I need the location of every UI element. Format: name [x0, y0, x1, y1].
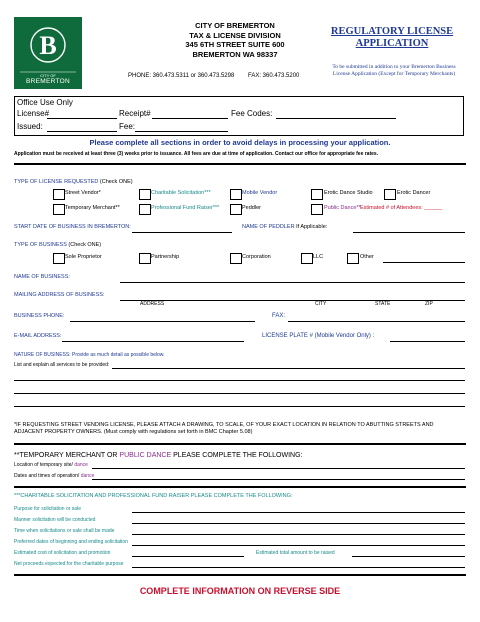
state-caption: STATE [375, 301, 391, 307]
start-date-line[interactable] [132, 232, 232, 233]
header-line4: BREMERTON WA 98337 [192, 49, 278, 59]
nature-list-label: List and explain all services to be provided: [14, 362, 110, 368]
office-receipt-label: Receipt# [119, 109, 151, 118]
public-dance-checkbox[interactable] [311, 204, 323, 215]
net-proceeds-line[interactable] [132, 567, 465, 568]
business-phone-line[interactable] [70, 321, 255, 322]
header-line1: CITY OF BREMERTON [195, 21, 275, 30]
temp-dates-dance: dance [80, 473, 95, 479]
street-vendor-label: Street Vendor* [65, 190, 101, 196]
divider-temp [14, 486, 466, 488]
estimated-total-label: Estimated total amount to be raised [256, 550, 335, 556]
office-license-line[interactable] [47, 118, 117, 119]
svg-text:B: B [39, 31, 57, 60]
logo-caption-small: CITY OF [40, 73, 56, 78]
business-type-label-text: TYPE OF BUSINESS [14, 242, 67, 248]
email-label: E-MAIL ADDRESS: [14, 333, 62, 339]
form-title-line1: REGULATORY LICENSE [330, 26, 454, 37]
temp-merchant-checkbox[interactable] [53, 204, 65, 215]
temp-location-label [14, 462, 88, 468]
business-type-label-suffix: (Check ONE) [68, 242, 102, 248]
divider-top [14, 163, 466, 165]
license-plate-label: LICENSE PLATE # (Mobile Vendor Only) : [262, 333, 375, 339]
office-fee-line[interactable] [135, 131, 228, 132]
reverse-side-footer: COMPLETE INFORMATION ON REVERSE SIDE [139, 586, 341, 596]
other-label: Other [360, 254, 374, 260]
license-plate-line[interactable] [390, 341, 465, 342]
office-fee-codes-line[interactable] [276, 118, 396, 119]
business-name-label: NAME OF BUSINESS: [14, 274, 70, 280]
llc-checkbox[interactable] [301, 253, 313, 264]
street-vending-note: *IF REQUESTING STREET VENDING LICENSE, PLEASE ATTACH A DRAWING, TO SCALE, OF YOUR EXACT LOCATION IN RELATION TO ABUTTING STREETS AND ADJACENT PROPERTY OWNERS. (Must comply with regulations set forth in BMC Chapter 5.08) [14, 422, 434, 435]
partnership-checkbox[interactable] [139, 253, 151, 264]
form-note-line2: License Application (Except for Temporary Merchants) [332, 71, 456, 77]
peddler-name-line[interactable] [353, 232, 465, 233]
other-line[interactable] [383, 262, 465, 263]
license-type-label [14, 179, 133, 186]
license-type-label-suffix: (Check ONE) [99, 179, 133, 185]
fund-raiser-label: Professional Fund Raiser*** [151, 205, 220, 211]
time-line[interactable] [132, 534, 465, 535]
license-type-label-text: TYPE OF LICENSE REQUESTED [14, 179, 99, 185]
temp-heading-c: PLEASE COMPLETE THE FOLLOWING: [171, 452, 303, 459]
logo-caption-main: BREMERTON [26, 78, 70, 85]
divider-bottom [14, 574, 466, 576]
temp-dates-text: Dates and times of operation/ [14, 473, 80, 479]
city-logo [14, 17, 82, 89]
peddler-name-label [242, 224, 327, 231]
form-title-line2: APPLICATION [355, 38, 429, 49]
charitable-checkbox[interactable] [139, 189, 151, 200]
temp-heading [14, 452, 303, 460]
mobile-vendor-checkbox[interactable] [230, 189, 242, 200]
temp-location-line[interactable] [92, 468, 465, 469]
attendees-label: Estimated # of Attendees: ______ [360, 205, 443, 211]
estimated-cost-line[interactable] [132, 556, 244, 557]
mobile-vendor-label: Mobile Vendor [242, 190, 278, 196]
time-label: Time when solicitations or sale shall be made [14, 528, 115, 534]
fund-raiser-checkbox[interactable] [139, 204, 151, 215]
manner-label: Manner solicitation will be conducted [14, 517, 96, 523]
charitable-heading: ***CHARITABLE SOLICITATION AND PROFESSIONAL FUND RAISER PLEASE COMPLETE THE FOLLOWING: [14, 493, 293, 499]
office-license-label: License# [17, 109, 50, 118]
header-phone: PHONE: 360.473.5311 or 360.473.5298 [128, 73, 235, 79]
sole-proprietor-label: Sole Proprietor [65, 254, 102, 260]
business-phone-label: BUSINESS PHONE: [14, 313, 65, 319]
temp-heading-b: PUBLIC DANCE [119, 452, 172, 459]
office-use-title: Office Use Only [17, 98, 73, 107]
temp-dates-label [14, 473, 94, 479]
address-caption: ADDRESS [140, 301, 165, 307]
temp-location-text: Location of temporary site/ [14, 462, 73, 468]
purpose-line[interactable] [132, 512, 465, 513]
fax-line[interactable] [288, 321, 465, 322]
city-caption: CITY [315, 301, 327, 307]
preferred-dates-line[interactable] [132, 545, 465, 546]
zip-caption: ZIP [425, 301, 433, 307]
nature-line-3[interactable] [14, 393, 465, 394]
form-note-line1: To be submitted in addition to your Bremerton Business [332, 64, 456, 70]
nature-line-2[interactable] [14, 380, 465, 381]
corporation-checkbox[interactable] [230, 253, 242, 264]
erotic-studio-label: Erotic Dance Studio [324, 190, 373, 196]
office-use-box [14, 96, 464, 136]
instructions-main: Please complete all sections in order to avoid delays in processing your application. [89, 138, 391, 147]
sole-proprietor-checkbox[interactable] [53, 253, 65, 264]
header-fax: FAX: 360.473.5200 [248, 73, 300, 79]
charitable-label: Charitable Solicitation*** [151, 190, 211, 196]
partnership-label: Partnership [151, 254, 180, 260]
temp-heading-a: **TEMPORARY MERCHANT OR [14, 452, 120, 459]
business-name-line[interactable] [120, 282, 465, 283]
fax-label: FAX: [272, 313, 286, 319]
other-checkbox[interactable] [347, 253, 359, 264]
street-vendor-checkbox[interactable] [53, 189, 65, 200]
form-title [322, 26, 462, 50]
peddler-name-label-text: NAME OF PEDDLER [242, 224, 295, 230]
instructions-sub: Application must be received at least three (3) weeks prior to issuance. All fees are due at time of application. Contact our office for appropriate fee rates. [14, 151, 379, 157]
erotic-dancer-checkbox[interactable] [384, 189, 396, 200]
office-issued-line[interactable] [47, 131, 117, 132]
office-issued-label: Issued: [17, 122, 43, 131]
header-address [160, 21, 310, 59]
office-fee-label: Fee: [119, 122, 136, 131]
peddler-label: Peddler [242, 205, 261, 211]
office-receipt-line[interactable] [152, 118, 228, 119]
corporation-label: Corporation [242, 254, 271, 260]
manner-line[interactable] [132, 523, 465, 524]
business-type-label [14, 242, 101, 249]
header-line3: 345 6TH STREET SUITE 600 [185, 40, 285, 49]
start-date-label: START DATE OF BUSINESS IN BREMERTON: [14, 224, 131, 230]
temp-dates-line[interactable] [92, 479, 465, 480]
erotic-dancer-label: Erotic Dancer [397, 190, 431, 196]
divider-mid [14, 443, 466, 445]
nature-label [14, 352, 165, 358]
peddler-name-label-suffix: If Applicable: [296, 224, 328, 230]
llc-label: LLC [313, 254, 324, 260]
mailing-address-line[interactable] [120, 300, 465, 301]
temp-location-dance: dance [74, 462, 88, 468]
office-fee-codes-label: Fee Codes: [231, 109, 273, 118]
estimated-total-line[interactable] [352, 556, 465, 557]
nature-line-1[interactable] [112, 368, 465, 369]
header-line2: TAX & LICENSE DIVISION [189, 30, 281, 40]
public-dance-label: Public Dance** [324, 205, 361, 211]
nature-label-text: NATURE OF BUSINESS: [14, 352, 71, 358]
nature-line-4[interactable] [14, 406, 465, 407]
purpose-label: Purpose for solicitation or sale [14, 506, 81, 512]
estimated-cost-label: Estimated cost of solicitation and promotion [14, 550, 111, 556]
form-note [310, 64, 478, 78]
net-proceeds-label: Net proceeds expected for the charitable purpose [14, 561, 124, 567]
erotic-studio-checkbox[interactable] [311, 189, 323, 200]
peddler-checkbox[interactable] [230, 204, 242, 215]
temp-merchant-label: Temporary Merchant** [65, 205, 120, 211]
nature-hint: Provide as much detail as possible below. [71, 352, 165, 358]
preferred-dates-label: Preferred dates of beginning and ending solicitation [14, 539, 128, 545]
email-line[interactable] [62, 341, 244, 342]
mailing-address-label: MAILING ADDRESS OF BUSINESS: [14, 292, 105, 298]
